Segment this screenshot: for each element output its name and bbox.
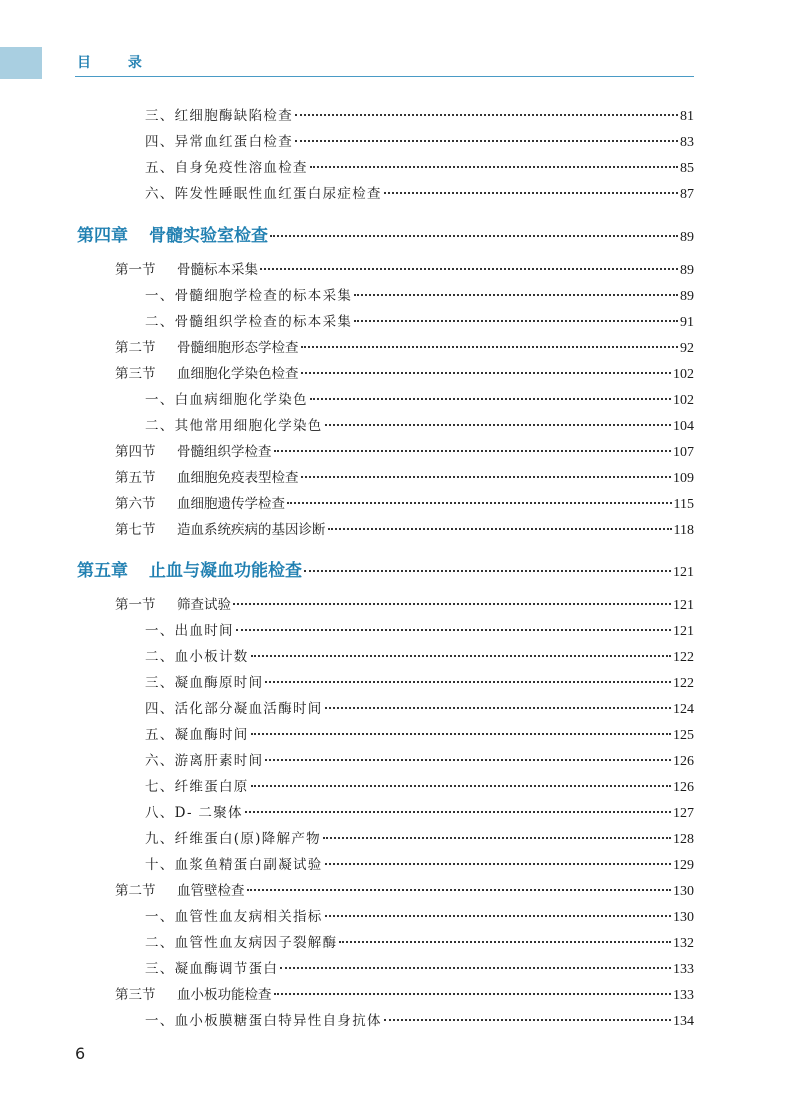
toc-entry-label bbox=[145, 801, 243, 821]
dot-leader bbox=[354, 319, 678, 322]
toc-page-number: 126 bbox=[673, 754, 694, 769]
toc-page-number: 121 bbox=[673, 565, 694, 580]
dot-leader bbox=[270, 234, 678, 237]
dot-leader bbox=[251, 732, 671, 735]
toc-entry-item bbox=[145, 957, 694, 978]
section-number: 第三节 bbox=[115, 366, 156, 382]
section-title: 血细胞化学染色检查 bbox=[177, 366, 299, 382]
page-number: 6 bbox=[75, 1044, 86, 1063]
dot-leader bbox=[304, 569, 671, 572]
toc-entry-label bbox=[145, 749, 263, 769]
dot-leader bbox=[260, 267, 678, 270]
dot-leader bbox=[251, 654, 671, 657]
dot-leader bbox=[301, 345, 679, 348]
toc-entry-label bbox=[115, 258, 258, 278]
toc-entry-item bbox=[145, 775, 694, 796]
toc-entry-label bbox=[145, 182, 382, 202]
toc-entry-label bbox=[145, 827, 321, 847]
dot-leader bbox=[274, 992, 672, 995]
chapter-title: 骨髓实验室检查 bbox=[149, 226, 268, 246]
toc-page-number: 130 bbox=[673, 910, 694, 925]
toc-entry-section bbox=[115, 983, 694, 1004]
toc-entry-label bbox=[145, 931, 337, 951]
toc-entry-section bbox=[115, 492, 694, 513]
toc-entry-label bbox=[115, 879, 245, 899]
toc-entry-label bbox=[115, 336, 299, 356]
toc-entry-item bbox=[145, 388, 694, 409]
toc-entry-label bbox=[145, 775, 249, 795]
toc-entry-item bbox=[145, 310, 694, 331]
item-title: 四、活化部分凝血活酶时间 bbox=[145, 701, 323, 717]
section-number: 第五节 bbox=[115, 470, 156, 486]
toc-entry-item bbox=[145, 671, 694, 692]
item-title: 六、阵发性睡眠性血红蛋白尿症检查 bbox=[145, 186, 382, 202]
toc-page-number: 118 bbox=[673, 523, 694, 538]
toc-page-number: 122 bbox=[673, 676, 694, 691]
toc-entry-label bbox=[145, 1009, 382, 1029]
item-title: 六、游离肝素时间 bbox=[145, 753, 264, 769]
toc-entry-label bbox=[145, 104, 293, 124]
toc-entry-item bbox=[145, 619, 694, 640]
dot-leader bbox=[354, 293, 678, 296]
dot-leader bbox=[301, 475, 672, 478]
dot-leader bbox=[265, 680, 671, 683]
dot-leader bbox=[323, 836, 671, 839]
section-title: 血细胞免疫表型检查 bbox=[177, 470, 299, 486]
toc-entry-label bbox=[115, 466, 299, 486]
chapter-number: 第五章 bbox=[77, 561, 128, 581]
toc-page-number: 125 bbox=[673, 728, 694, 743]
toc-page-number: 83 bbox=[680, 135, 694, 150]
item-title: 十、血浆鱼精蛋白副凝试验 bbox=[145, 857, 323, 873]
toc-page-number: 102 bbox=[673, 367, 694, 382]
toc-page-number: 104 bbox=[673, 419, 694, 434]
toc-entry-label bbox=[115, 492, 285, 512]
item-title: 五、凝血酶时间 bbox=[145, 727, 249, 743]
dot-leader bbox=[245, 810, 671, 813]
toc-entry-section bbox=[115, 440, 694, 461]
dot-leader bbox=[325, 706, 671, 709]
toc-entry-label bbox=[145, 156, 308, 176]
toc-entry-label bbox=[115, 518, 326, 538]
toc-entry-section bbox=[115, 879, 694, 900]
toc-entry-label bbox=[145, 853, 323, 873]
toc-page-number: 132 bbox=[673, 936, 694, 951]
toc-entry-item bbox=[145, 104, 694, 125]
toc-entry-item bbox=[145, 414, 694, 435]
dot-leader bbox=[236, 628, 671, 631]
toc-page-number: 122 bbox=[673, 650, 694, 665]
section-title: 筛查试验 bbox=[177, 597, 231, 613]
section-title: 血细胞遗传学检查 bbox=[177, 496, 285, 512]
item-title: 三、凝血酶调节蛋白 bbox=[145, 961, 279, 977]
toc-page-number: 115 bbox=[673, 497, 694, 512]
toc-entry-section bbox=[115, 336, 694, 357]
item-title: 七、纤维蛋白原 bbox=[145, 779, 249, 795]
section-number: 第二节 bbox=[115, 340, 156, 356]
item-title: 二、骨髓组织学检查的标本采集 bbox=[145, 314, 353, 330]
section-number: 第一节 bbox=[115, 597, 156, 613]
dot-leader bbox=[251, 784, 671, 787]
toc-entry-label bbox=[145, 310, 352, 330]
toc-page-number: 87 bbox=[680, 187, 694, 202]
chapter-number: 第四章 bbox=[77, 226, 128, 246]
dot-leader bbox=[310, 397, 671, 400]
item-title: 九、纤维蛋白(原)降解产物 bbox=[145, 831, 321, 847]
header-tab-marker bbox=[0, 47, 42, 79]
toc-entry-label bbox=[77, 556, 302, 581]
toc-page-number: 128 bbox=[673, 832, 694, 847]
toc-entry-label bbox=[77, 221, 268, 246]
item-title: 八、D- 二聚体 bbox=[145, 805, 243, 821]
toc-entry-label bbox=[145, 957, 278, 977]
toc-page-number: 124 bbox=[673, 702, 694, 717]
toc-entry-label bbox=[145, 723, 249, 743]
dot-leader bbox=[233, 602, 671, 605]
toc-entry-item bbox=[145, 697, 694, 718]
dot-leader bbox=[328, 527, 672, 530]
dot-leader bbox=[274, 449, 672, 452]
toc-entry-item bbox=[145, 723, 694, 744]
toc-entry-section bbox=[115, 362, 694, 383]
toc-page-number: 89 bbox=[680, 289, 694, 304]
item-title: 一、出血时间 bbox=[145, 623, 234, 639]
dot-leader bbox=[295, 139, 678, 142]
section-number: 第四节 bbox=[115, 444, 156, 460]
dot-leader bbox=[295, 113, 678, 116]
toc-page-number: 133 bbox=[673, 962, 694, 977]
toc-entry-item bbox=[145, 1009, 694, 1030]
section-number: 第三节 bbox=[115, 987, 156, 1003]
dot-leader bbox=[247, 888, 672, 891]
toc-entry-label bbox=[115, 440, 272, 460]
toc-page-number: 109 bbox=[673, 471, 694, 486]
toc-page-number: 127 bbox=[673, 806, 694, 821]
toc-page-number: 126 bbox=[673, 780, 694, 795]
toc-entry-chapter bbox=[77, 556, 694, 581]
section-number: 第六节 bbox=[115, 496, 156, 512]
toc-page-number: 102 bbox=[673, 393, 694, 408]
toc-page-number: 107 bbox=[673, 445, 694, 460]
toc-page-number: 91 bbox=[680, 315, 694, 330]
toc-entry-item bbox=[145, 645, 694, 666]
toc-page-number: 85 bbox=[680, 161, 694, 176]
toc-entry-item bbox=[145, 853, 694, 874]
toc-entry-label bbox=[145, 414, 323, 434]
item-title: 一、血小板膜糖蛋白特异性自身抗体 bbox=[145, 1013, 382, 1029]
dot-leader bbox=[325, 423, 671, 426]
toc-entry-item bbox=[145, 749, 694, 770]
toc-entry-section bbox=[115, 518, 694, 539]
toc-entry-item bbox=[145, 156, 694, 177]
item-title: 一、白血病细胞化学染色 bbox=[145, 392, 308, 408]
dot-leader bbox=[325, 914, 671, 917]
item-title: 二、血管性血友病因子裂解酶 bbox=[145, 935, 338, 951]
toc-entry-section bbox=[115, 593, 694, 614]
toc-entry-label bbox=[115, 983, 272, 1003]
toc-page-number: 81 bbox=[680, 109, 694, 124]
toc-page-number: 121 bbox=[673, 598, 694, 613]
item-title: 一、骨髓细胞学检查的标本采集 bbox=[145, 288, 353, 304]
dot-leader bbox=[384, 1018, 671, 1021]
toc-entry-item bbox=[145, 130, 694, 151]
toc-entry-label bbox=[115, 362, 299, 382]
toc-page-number: 130 bbox=[673, 884, 694, 899]
dot-leader bbox=[265, 758, 671, 761]
toc-entry-label bbox=[145, 671, 263, 691]
section-number: 第二节 bbox=[115, 883, 156, 899]
dot-leader bbox=[339, 940, 671, 943]
section-number: 第一节 bbox=[115, 262, 156, 278]
dot-leader bbox=[280, 966, 671, 969]
section-number: 第七节 bbox=[115, 522, 156, 538]
dot-leader bbox=[384, 191, 678, 194]
dot-leader bbox=[310, 165, 678, 168]
toc-entry-label bbox=[115, 593, 231, 613]
item-title: 二、其他常用细胞化学染色 bbox=[145, 418, 323, 434]
toc-entry-item bbox=[145, 931, 694, 952]
toc-entry-item bbox=[145, 905, 694, 926]
toc-page-number: 121 bbox=[673, 624, 694, 639]
section-title: 骨髓组织学检查 bbox=[177, 444, 272, 460]
toc-entry-label bbox=[145, 645, 249, 665]
toc-page-number: 92 bbox=[680, 341, 694, 356]
toc-entry-item bbox=[145, 827, 694, 848]
section-title: 血小板功能检查 bbox=[177, 987, 272, 1003]
item-title: 五、自身免疫性溶血检查 bbox=[145, 160, 308, 176]
toc-entry-label bbox=[145, 130, 293, 150]
chapter-title: 止血与凝血功能检查 bbox=[149, 561, 302, 581]
toc-entry-chapter bbox=[77, 221, 694, 246]
toc-entry-label bbox=[145, 905, 323, 925]
item-title: 二、血小板计数 bbox=[145, 649, 249, 665]
toc-entry-label bbox=[145, 388, 308, 408]
toc-entry-item bbox=[145, 182, 694, 203]
section-title: 骨髓标本采集 bbox=[177, 262, 258, 278]
toc-page-number: 89 bbox=[680, 230, 694, 245]
toc-page-number: 134 bbox=[673, 1014, 694, 1029]
toc-entry-section bbox=[115, 258, 694, 279]
item-title: 一、血管性血友病相关指标 bbox=[145, 909, 323, 925]
section-title: 血管壁检查 bbox=[177, 883, 245, 899]
item-title: 三、红细胞酶缺陷检查 bbox=[145, 108, 293, 124]
header-rule bbox=[75, 76, 694, 77]
toc-entry-label bbox=[145, 284, 352, 304]
toc-page-number: 89 bbox=[680, 263, 694, 278]
dot-leader bbox=[325, 862, 671, 865]
toc-page-number: 129 bbox=[673, 858, 694, 873]
section-title: 造血系统疾病的基因诊断 bbox=[177, 522, 326, 538]
toc-entry-item bbox=[145, 284, 694, 305]
toc-entry-item bbox=[145, 801, 694, 822]
toc-entry-section bbox=[115, 466, 694, 487]
item-title: 三、凝血酶原时间 bbox=[145, 675, 264, 691]
header-title: 目 录 bbox=[77, 55, 158, 71]
dot-leader bbox=[287, 501, 672, 504]
item-title: 四、异常血红蛋白检查 bbox=[145, 134, 293, 150]
toc-entry-label bbox=[145, 697, 323, 717]
toc-entry-label bbox=[145, 619, 234, 639]
toc-page-number: 133 bbox=[673, 988, 694, 1003]
dot-leader bbox=[301, 371, 672, 374]
section-title: 骨髓细胞形态学检查 bbox=[177, 340, 299, 356]
